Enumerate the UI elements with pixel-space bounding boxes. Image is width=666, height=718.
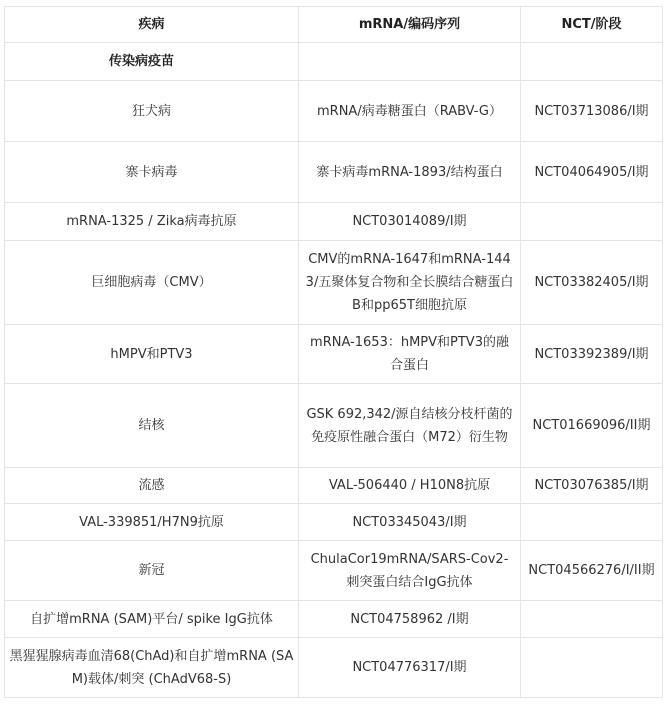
nct-cell — [521, 638, 663, 698]
nct-cell: NCT04064905/I期 — [521, 142, 663, 203]
nct-cell — [521, 601, 663, 638]
nct-cell — [521, 203, 663, 241]
disease-cell: 结核 — [5, 384, 299, 468]
disease-cell: 巨细胞病毒（CMV） — [5, 241, 299, 325]
nct-cell: NCT03076385/I期 — [521, 468, 663, 504]
sequence-cell: NCT03014089/I期 — [299, 203, 521, 241]
nct-cell: NCT04566276/I/II期 — [521, 541, 663, 601]
disease-cell: 自扩增mRNA (SAM)平台/ spike IgG抗体 — [5, 601, 299, 638]
table-body — [5, 43, 663, 698]
sequence-cell: mRNA/病毒糖蛋白（RABV-G） — [299, 81, 521, 142]
nct-cell: NCT03713086/I期 — [521, 81, 663, 142]
header-nct-phase: NCT/阶段 — [521, 7, 663, 43]
disease-cell: 流感 — [5, 468, 299, 504]
sequence-cell: NCT03345043/I期 — [299, 504, 521, 541]
section-empty-cell — [521, 43, 663, 81]
table-row — [5, 142, 663, 203]
table-header — [5, 7, 663, 43]
disease-cell: 寨卡病毒 — [5, 142, 299, 203]
table-row — [5, 601, 663, 638]
sequence-cell: NCT04758962 /I期 — [299, 601, 521, 638]
header-sequence: mRNA/编码序列 — [299, 7, 521, 43]
sequence-cell: NCT04776317/I期 — [299, 638, 521, 698]
sequence-cell: mRNA-1653：hMPV和PTV3的融合蛋白 — [299, 325, 521, 384]
table-row — [5, 325, 663, 384]
disease-cell: 狂犬病 — [5, 81, 299, 142]
table-row — [5, 541, 663, 601]
nct-cell: NCT03382405/I期 — [521, 241, 663, 325]
disease-cell: VAL-339851/H7N9抗原 — [5, 504, 299, 541]
table-row — [5, 504, 663, 541]
table-row — [5, 638, 663, 698]
sequence-cell: 寨卡病毒mRNA-1893/结构蛋白 — [299, 142, 521, 203]
disease-cell: hMPV和PTV3 — [5, 325, 299, 384]
table-row — [5, 241, 663, 325]
table-row — [5, 384, 663, 468]
header-disease: 疾病 — [5, 7, 299, 43]
nct-cell — [521, 504, 663, 541]
disease-cell: 新冠 — [5, 541, 299, 601]
disease-cell: 黑猩猩腺病毒血清68(ChAd)和自扩增mRNA (SAM)载体/刺突 (ChAdV68-S) — [5, 638, 299, 698]
vaccine-table — [4, 6, 663, 698]
section-title: 传染病疫苗 — [5, 43, 299, 81]
table-row — [5, 203, 663, 241]
section-empty-cell — [299, 43, 521, 81]
header-row — [5, 7, 663, 43]
table-row — [5, 468, 663, 504]
disease-cell: mRNA-1325 / Zika病毒抗原 — [5, 203, 299, 241]
sequence-cell: VAL-506440 / H10N8抗原 — [299, 468, 521, 504]
sequence-cell: CMV的mRNA-1647和mRNA-1443/五聚体复合物和全长膜结合糖蛋白B和pp65T细胞抗原 — [299, 241, 521, 325]
table-row — [5, 81, 663, 142]
nct-cell: NCT03392389/I期 — [521, 325, 663, 384]
section-row — [5, 43, 663, 81]
nct-cell: NCT01669096/II期 — [521, 384, 663, 468]
sequence-cell: GSK 692,342/源自结核分枝杆菌的免疫原性融合蛋白（M72）衍生物 — [299, 384, 521, 468]
sequence-cell: ChulaCor19mRNA/SARS-Cov2-刺突蛋白结合IgG抗体 — [299, 541, 521, 601]
